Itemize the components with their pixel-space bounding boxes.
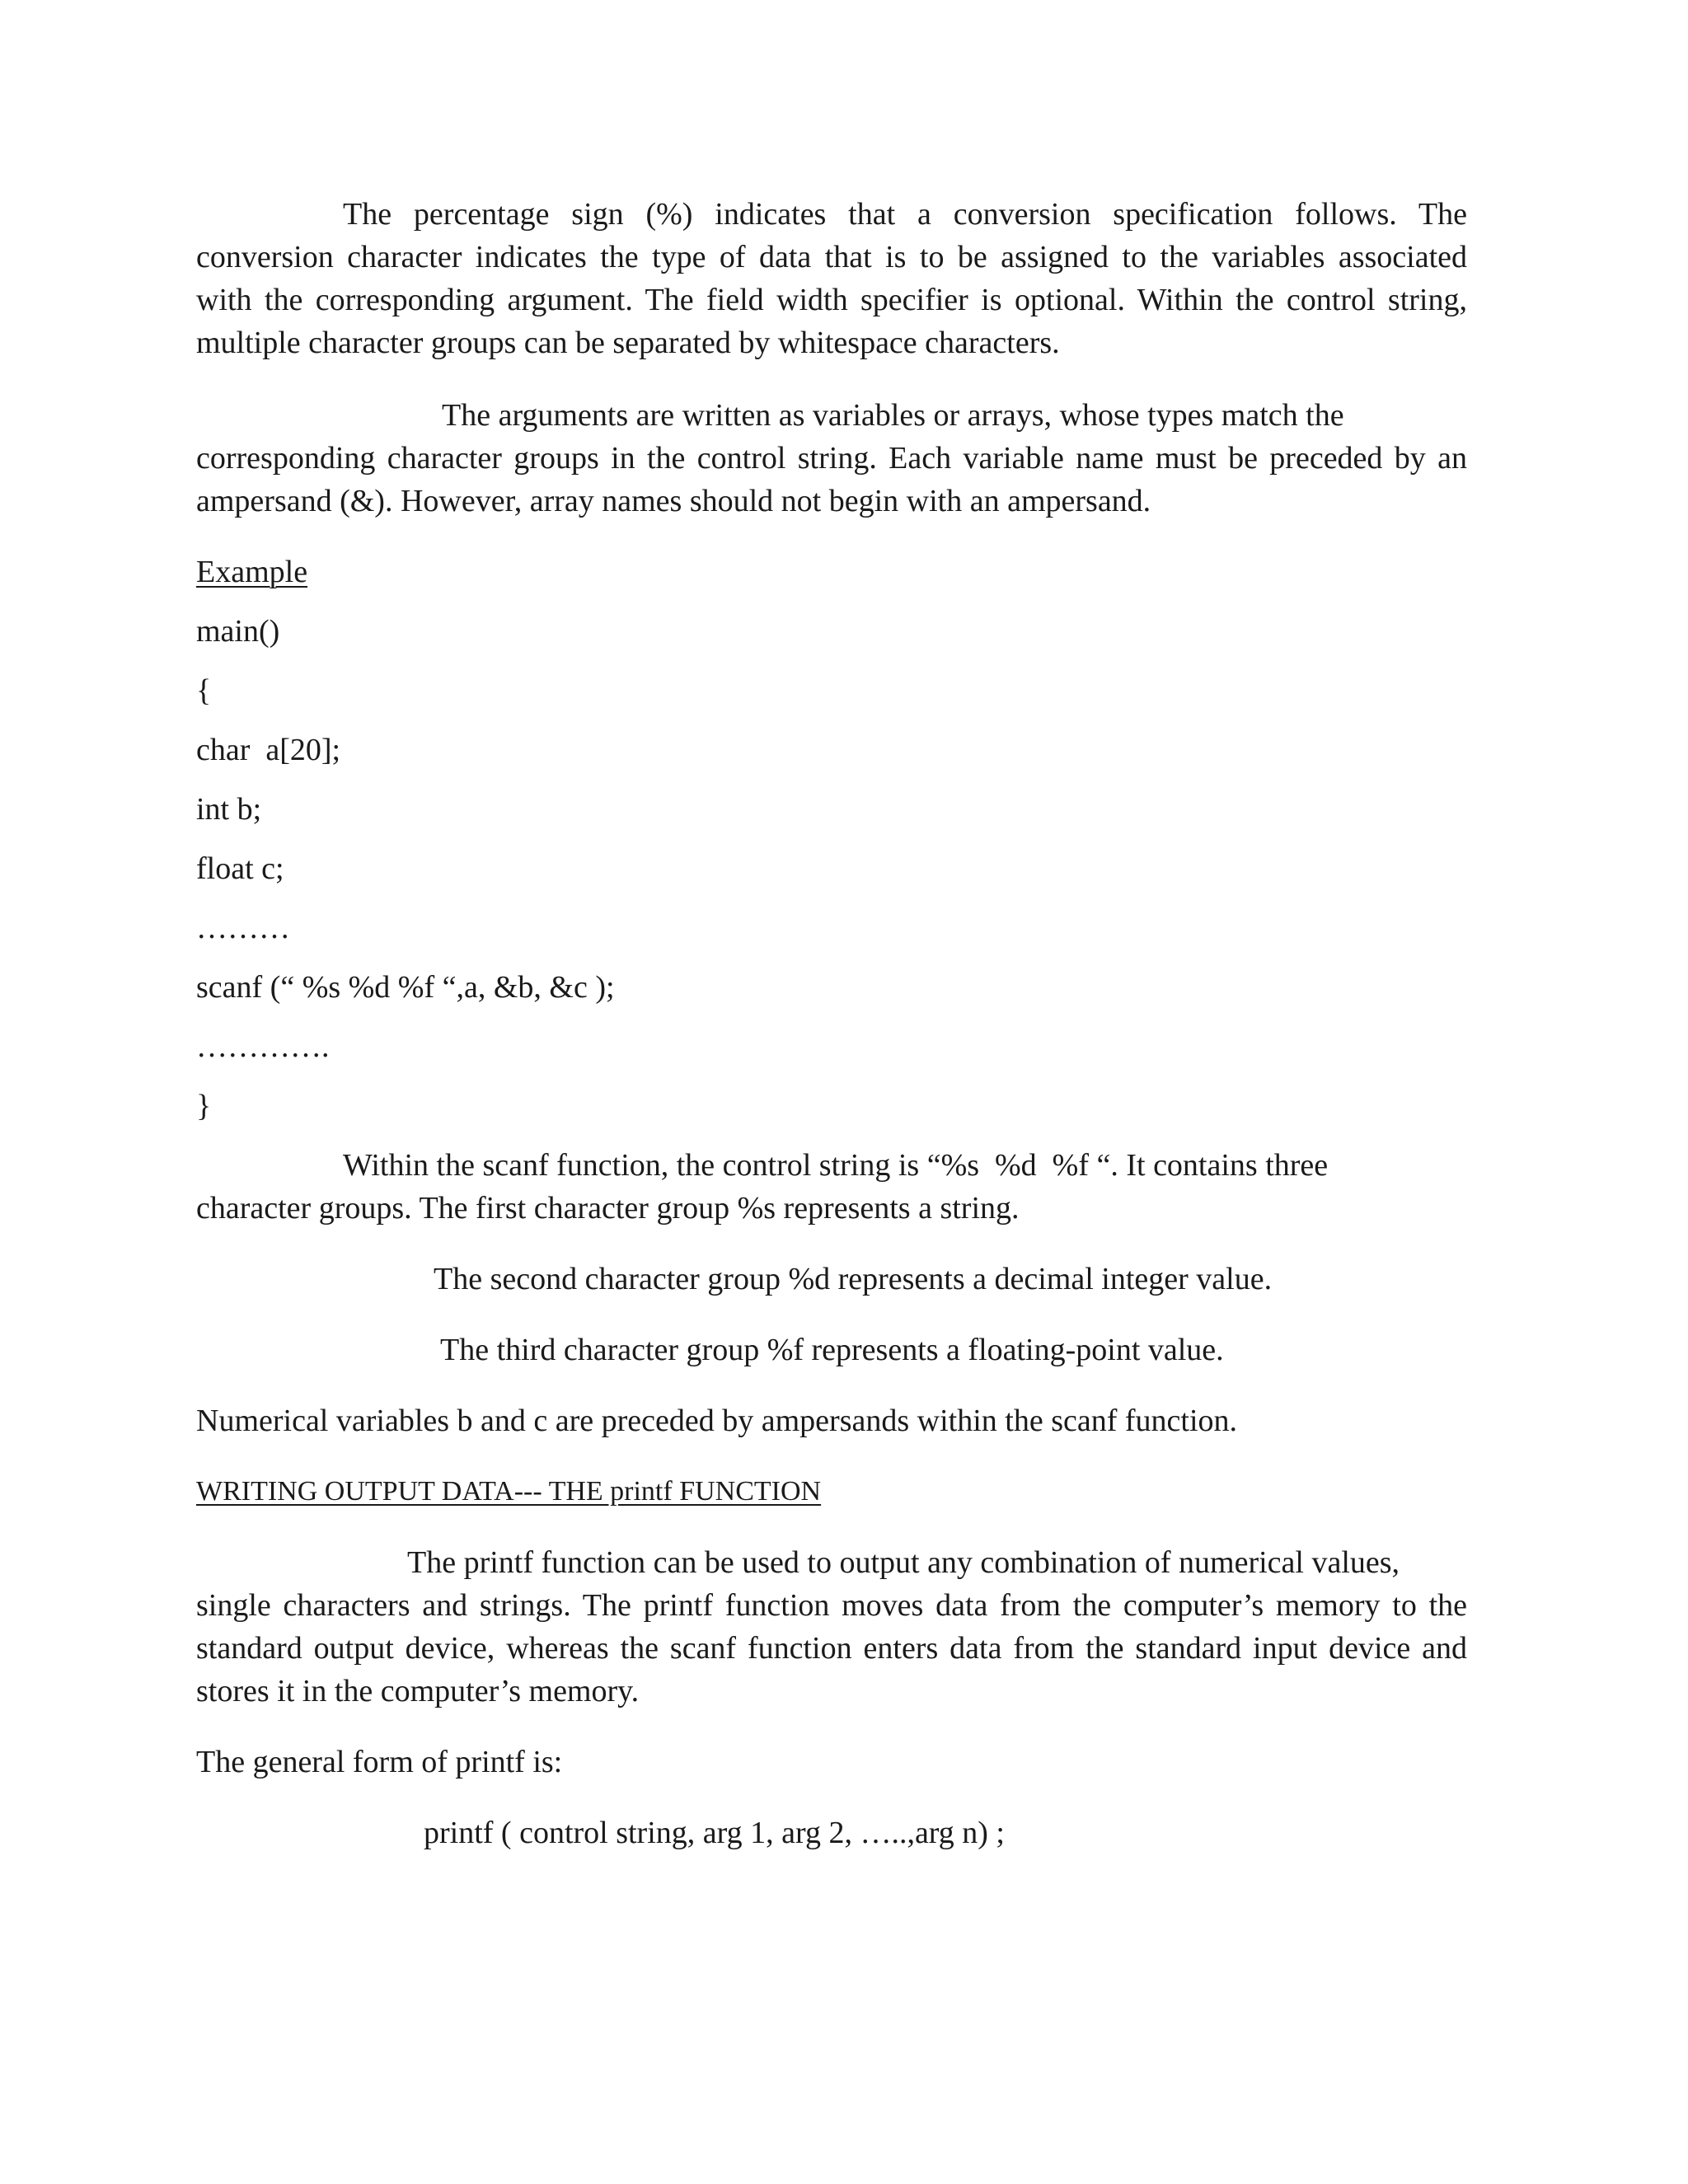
code-line-float: float c; (196, 851, 284, 886)
para1-line1: The percentage sign (%) indicates that a conversion specification follows. The (343, 197, 1467, 232)
para3-line1: Within the scanf function, the control string is “%s %d %f “. It contains three (343, 1148, 1329, 1183)
code-line-open-brace: { (196, 673, 212, 708)
para2-line3: ampersand (&). However, array names should not begin with an ampersand. (196, 484, 1151, 518)
para7-line3: standard output device, whereas the scanf function enters data from the standard input device and (196, 1631, 1467, 1666)
code-line-ellipsis-2: …………. (196, 1029, 330, 1064)
para1-line2: conversion character indicates the type of data that is to be assigned to the variables associated (196, 240, 1467, 274)
code-line-scanf: scanf (“ %s %d %f “,a, &b, &c ); (196, 970, 615, 1005)
para8: The general form of printf is: (196, 1745, 563, 1779)
para2-line2: corresponding character groups in the control string. Each variable name must be preceded by an (196, 441, 1467, 476)
code-line-close-brace: } (196, 1089, 212, 1123)
para1-line3: with the corresponding argument. The field width specifier is optional. Within the control string, (196, 283, 1467, 317)
para7-line4: stores it in the computer’s memory. (196, 1674, 640, 1708)
example-heading: Example (196, 555, 308, 589)
para2-line1: The arguments are written as variables or arrays, whose types match the (442, 398, 1344, 433)
para7-line1: The printf function can be used to output any combination of numerical values, (407, 1545, 1400, 1580)
para3-line2: character groups. The first character group %s represents a string. (196, 1191, 1020, 1226)
code-line-main: main() (196, 614, 280, 649)
code-line-int: int b; (196, 792, 262, 827)
section-heading: WRITING OUTPUT DATA--- THE printf FUNCTION (196, 1476, 822, 1507)
printf-syntax: printf ( control string, arg 1, arg 2, …..,arg n) ; (424, 1816, 1005, 1850)
para1-line4: multiple character groups can be separated by whitespace characters. (196, 326, 1060, 360)
para7-line2: single characters and strings. The printf function moves data from the computer’s memory to the (196, 1588, 1467, 1623)
para6: Numerical variables b and c are preceded by ampersands within the scanf function. (196, 1404, 1237, 1438)
para5: The third character group %f represents a floating-point value. (440, 1333, 1224, 1367)
para4: The second character group %d represents a decimal integer value. (434, 1262, 1273, 1296)
code-line-char: char a[20]; (196, 733, 341, 767)
code-line-ellipsis-1: ……… (196, 911, 290, 945)
